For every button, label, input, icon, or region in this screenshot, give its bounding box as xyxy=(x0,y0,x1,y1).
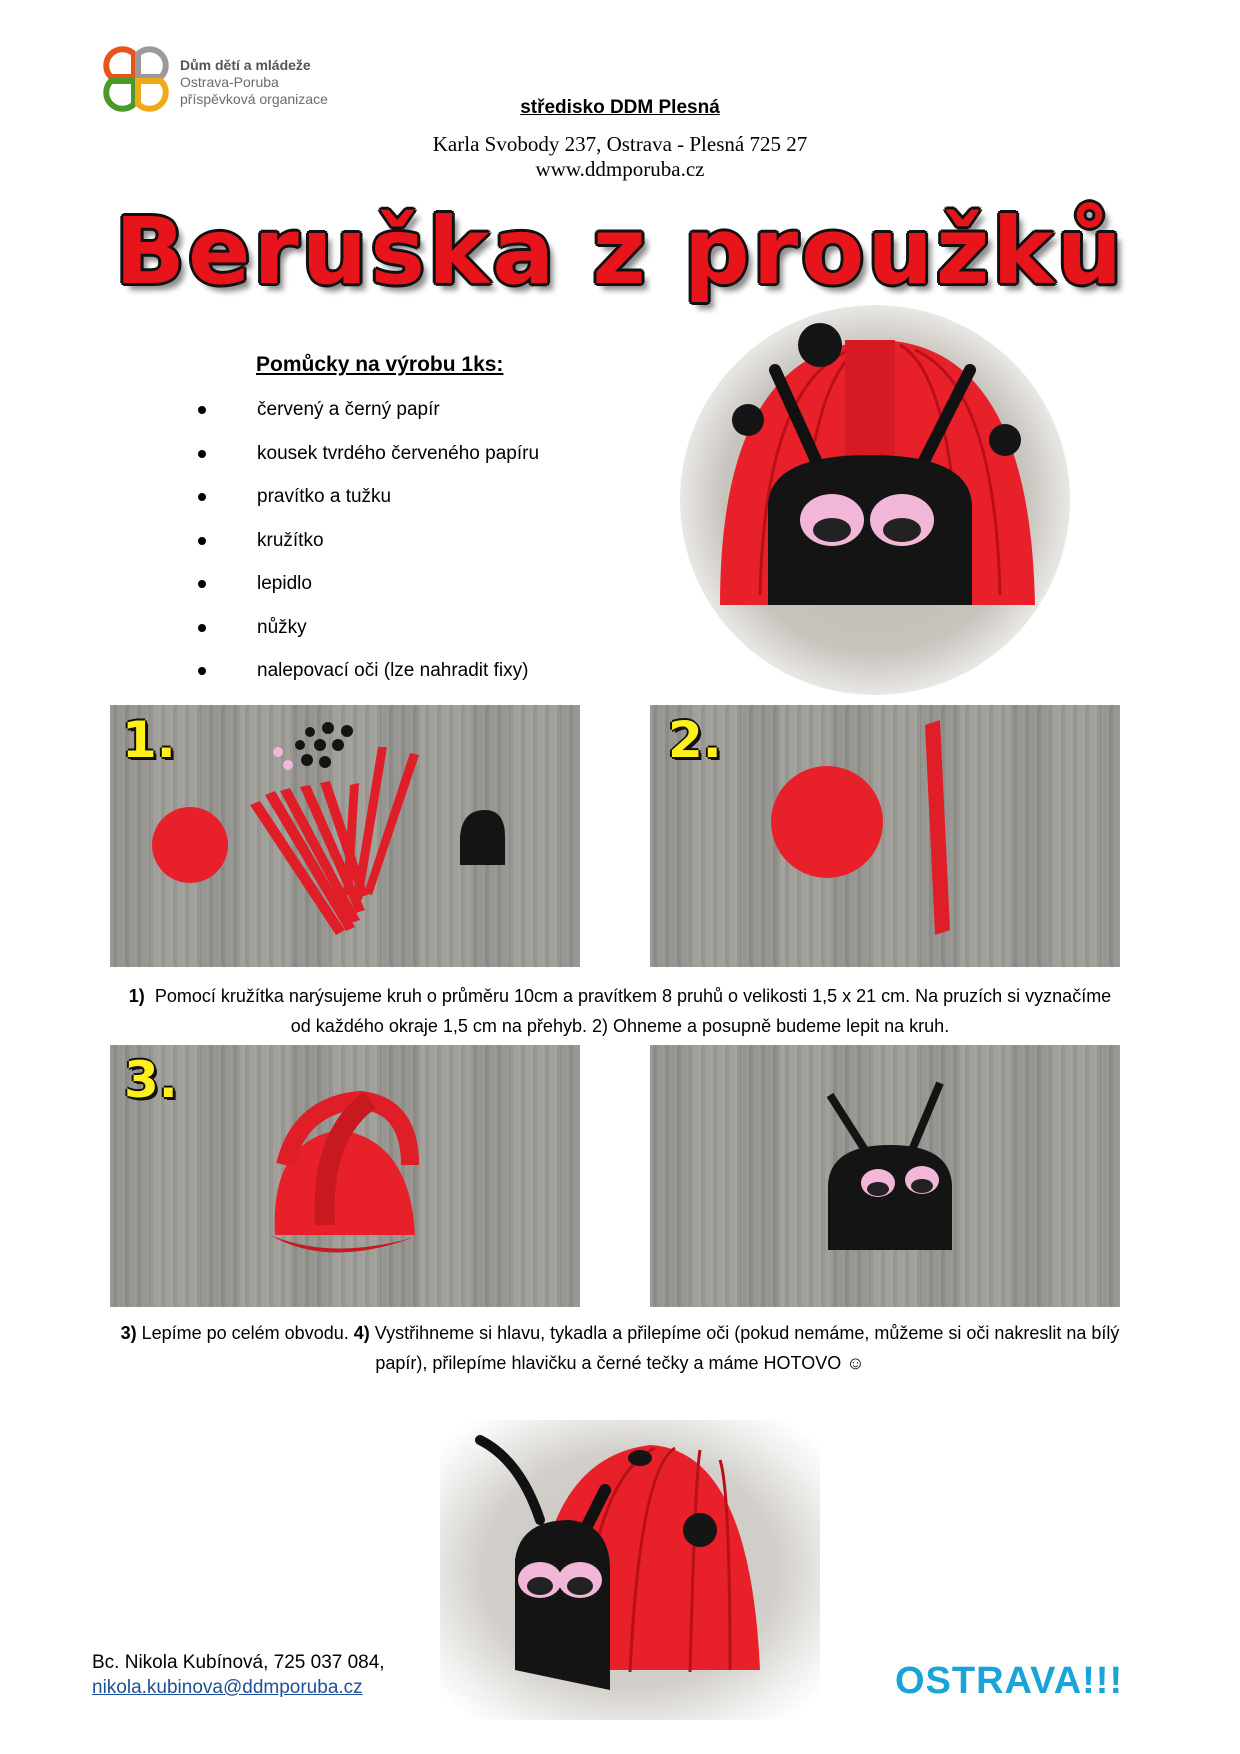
material-label: nalepovací oči (lze nahradit fixy) xyxy=(257,660,529,681)
list-item xyxy=(190,659,539,703)
hero-ladybug-photo xyxy=(680,305,1070,695)
material-label: kousek tvrdého červeného papíru xyxy=(257,442,540,464)
page-title: Beruška z proužků xyxy=(114,198,1126,305)
step-3-4-caption xyxy=(80,1318,1160,1378)
materials-heading: Pomůcky na výrobu 1ks: xyxy=(256,353,504,376)
caption-text: od každého okraje 1,5 cm na přehyb. 2) Ohneme a posupně budeme lepit na kruh. xyxy=(290,1016,950,1036)
organization-line-3: příspěvková organizace xyxy=(180,91,328,107)
organization-line-1: Dům dětí a mládeže xyxy=(180,57,311,73)
step-2-photo xyxy=(650,705,1120,967)
material-label: kružítko xyxy=(257,529,324,551)
step-2-label: 2. xyxy=(668,711,722,769)
material-label: lepidlo xyxy=(257,573,312,594)
caption-step-number: 1) xyxy=(128,986,145,1006)
center-website: www.ddmporuba.cz xyxy=(535,157,705,181)
step-1-2-caption xyxy=(80,981,1160,1041)
bullet-icon xyxy=(198,493,206,501)
material-label: nůžky xyxy=(257,616,307,638)
step-1-photo xyxy=(110,705,580,967)
caption-step-number: 4) xyxy=(353,1323,370,1343)
ostrava-logo: OSTRAVA!!! xyxy=(895,1660,1124,1702)
list-item xyxy=(190,616,539,660)
organization-line-2: Ostrava-Poruba xyxy=(180,74,279,90)
step-3-label: 3. xyxy=(124,1051,178,1109)
caption-text: Lepíme po celém obvodu. xyxy=(141,1323,349,1343)
finished-ladybug-illustration xyxy=(440,1420,820,1720)
list-item xyxy=(190,485,539,529)
step-1-label: 1. xyxy=(122,711,176,769)
ladybug-front-illustration xyxy=(680,305,1070,695)
caption-step-number: 3) xyxy=(120,1323,137,1343)
material-label: pravítko a tužku xyxy=(257,486,392,507)
center-name: středisko DDM Plesná xyxy=(520,97,720,118)
dome-illustration xyxy=(110,1045,580,1307)
material-label: červený a černý papír xyxy=(257,399,440,420)
bullet-icon xyxy=(198,667,206,675)
cut-parts-illustration xyxy=(110,705,580,967)
caption-text: Vystřihneme si hlavu, tykadla a přilepíme oči (pokud nemáme, můžeme si oči nakreslit na bílý xyxy=(374,1323,1120,1343)
author-contact: Bc. Nikola Kubínová, 725 037 084, xyxy=(92,1652,385,1673)
center-address: Karla Svobody 237, Ostrava - Plesná 725 27 xyxy=(432,132,808,156)
caption-text: papír), přilepíme hlavičku a černé tečky a máme HOTOVO ☺ xyxy=(375,1353,865,1373)
bullet-icon xyxy=(198,624,206,632)
list-item xyxy=(190,529,539,573)
bullet-icon xyxy=(198,580,206,588)
bullet-icon xyxy=(198,406,206,414)
finished-ladybug-photo xyxy=(440,1420,820,1720)
list-item xyxy=(190,442,539,486)
step-4-photo xyxy=(650,1045,1120,1307)
materials-list xyxy=(190,398,539,703)
caption-text: Pomocí kružítka narýsujeme kruh o průměru 10cm a pravítkem 8 pruhů o velikosti 1,5 x 21 cm. Na pruzích si vyznačíme xyxy=(154,986,1112,1006)
bullet-icon xyxy=(198,537,206,545)
step-3-photo xyxy=(110,1045,580,1307)
bullet-icon xyxy=(198,450,206,458)
author-email-link[interactable]: nikola.kubinova@ddmporuba.cz xyxy=(92,1677,363,1698)
ladybug-head-illustration xyxy=(650,1045,1120,1307)
list-item xyxy=(190,572,539,616)
list-item xyxy=(190,398,539,442)
